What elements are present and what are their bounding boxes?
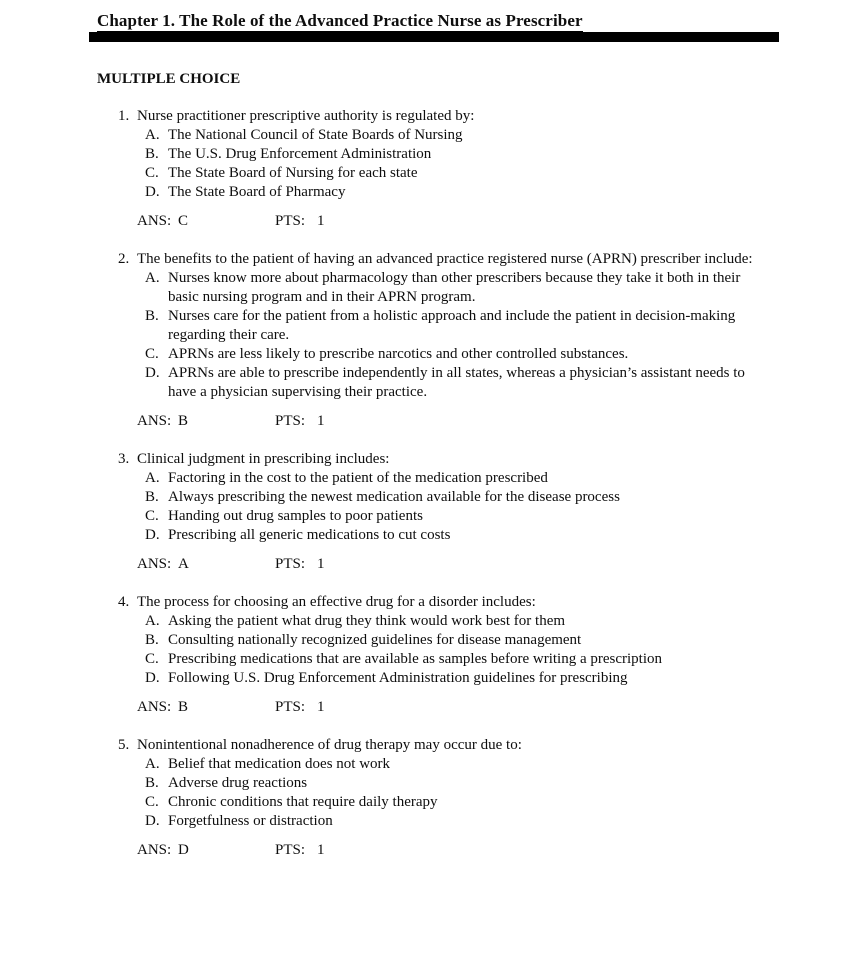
question-stem: The benefits to the patient of having an advanced practice registered nurse (APRN) prescriber include: [137, 251, 753, 267]
answer-row [137, 841, 775, 860]
answer-label: ANS: [137, 213, 172, 229]
option-text: Adverse drug reactions [168, 775, 308, 791]
answer-value: D [178, 842, 189, 858]
options-list [137, 469, 775, 545]
option-row [137, 507, 775, 526]
points-label: PTS: [275, 413, 306, 429]
question-row [110, 450, 845, 574]
answer-value: A [178, 556, 189, 572]
option-row [137, 126, 775, 145]
option-letter: D. [145, 184, 160, 200]
option-row [137, 164, 775, 183]
question-row [110, 593, 845, 717]
question-body [137, 107, 775, 231]
question-block [110, 736, 845, 860]
points-value: 1 [317, 556, 325, 572]
option-text: Chronic conditions that require daily therapy [168, 794, 438, 810]
option-row [137, 469, 775, 488]
answer-label: ANS: [137, 556, 172, 572]
points-value: 1 [317, 213, 325, 229]
answer-row [137, 555, 775, 574]
answer-label: ANS: [137, 413, 172, 429]
option-row [137, 669, 775, 688]
points-value: 1 [317, 699, 325, 715]
option-row [137, 269, 775, 307]
option-row [137, 755, 775, 774]
option-row [137, 631, 775, 650]
option-text: APRNs are less likely to prescribe narcotics and other controlled substances. [168, 346, 629, 362]
question-body [137, 450, 775, 574]
question-body [137, 250, 775, 431]
option-letter: B. [145, 632, 159, 648]
option-row [137, 307, 775, 345]
options-list [137, 126, 775, 202]
option-text: Factoring in the cost to the patient of the medication prescribed [168, 470, 548, 486]
option-letter: A. [145, 756, 160, 772]
option-letter: C. [145, 346, 159, 362]
answer-label: ANS: [137, 699, 172, 715]
option-letter: A. [145, 613, 160, 629]
option-letter: A. [145, 270, 160, 286]
option-row [137, 793, 775, 812]
points-label: PTS: [275, 213, 306, 229]
answer-row [137, 212, 775, 231]
question-block [110, 107, 845, 231]
option-text: Nurses care for the patient from a holistic approach and include the patient in decision-making regarding their care. [168, 308, 736, 343]
answer-row [137, 698, 775, 717]
option-row [137, 612, 775, 631]
points-value: 1 [317, 413, 325, 429]
question-stem: Nonintentional nonadherence of drug therapy may occur due to: [137, 737, 522, 753]
option-row [137, 183, 775, 202]
option-text: Prescribing all generic medications to cut costs [168, 527, 451, 543]
points-label: PTS: [275, 556, 306, 572]
answer-label: ANS: [137, 842, 172, 858]
questions-list [0, 107, 845, 860]
options-list [137, 269, 775, 402]
option-text: Following U.S. Drug Enforcement Administration guidelines for prescribing [168, 670, 628, 686]
option-text: The State Board of Pharmacy [168, 184, 346, 200]
option-text: Prescribing medications that are available as samples before writing a prescription [168, 651, 662, 667]
question-number: 3. [118, 451, 130, 467]
question-body [137, 593, 775, 717]
answer-value: B [178, 413, 189, 429]
question-stem: Clinical judgment in prescribing includes: [137, 451, 390, 467]
option-letter: D. [145, 365, 160, 381]
option-letter: C. [145, 651, 159, 667]
option-letter: D. [145, 813, 160, 829]
options-list [137, 755, 775, 831]
question-number: 4. [118, 594, 130, 610]
option-text: Asking the patient what drug they think would work best for them [168, 613, 566, 629]
chapter-title-text: Chapter 1. The Role of the Advanced Practice Nurse as Prescriber [97, 11, 583, 33]
question-number: 2. [118, 251, 130, 267]
question-block [110, 250, 845, 431]
answer-value: B [178, 699, 189, 715]
question-number: 5. [118, 737, 130, 753]
options-list [137, 612, 775, 688]
option-row [137, 488, 775, 507]
answer-value: C [178, 213, 189, 229]
option-row [137, 145, 775, 164]
option-letter: D. [145, 527, 160, 543]
option-letter: A. [145, 127, 160, 143]
option-text: Always prescribing the newest medication available for the disease process [168, 489, 620, 505]
option-row [137, 812, 775, 831]
question-block [110, 450, 845, 574]
option-text: Forgetfulness or distraction [168, 813, 333, 829]
points-label: PTS: [275, 699, 306, 715]
chapter-title [97, 12, 845, 30]
option-letter: D. [145, 670, 160, 686]
option-text: Nurses know more about pharmacology than other prescribers because they take it both in their basic nursing program and in their APRN program. [168, 270, 741, 305]
section-heading: MULTIPLE CHOICE [97, 71, 241, 87]
option-text: Consulting nationally recognized guidelines for disease management [168, 632, 582, 648]
option-text: Belief that medication does not work [168, 756, 391, 772]
option-letter: B. [145, 775, 159, 791]
option-letter: C. [145, 508, 159, 524]
title-divider-bar [89, 32, 779, 42]
answer-row [137, 412, 775, 431]
question-row [110, 736, 845, 860]
option-text: Handing out drug samples to poor patients [168, 508, 423, 524]
question-number: 1. [118, 108, 130, 124]
option-letter: B. [145, 489, 159, 505]
option-text: The U.S. Drug Enforcement Administration [168, 146, 432, 162]
option-letter: B. [145, 146, 159, 162]
question-block [110, 593, 845, 717]
points-label: PTS: [275, 842, 306, 858]
points-value: 1 [317, 842, 325, 858]
question-row [110, 250, 845, 431]
question-body [137, 736, 775, 860]
option-row [137, 650, 775, 669]
option-row [137, 345, 775, 364]
option-text: The State Board of Nursing for each state [168, 165, 418, 181]
question-stem: Nurse practitioner prescriptive authority is regulated by: [137, 108, 475, 124]
option-row [137, 364, 775, 402]
option-letter: B. [145, 308, 159, 324]
document-header [0, 12, 845, 30]
option-letter: C. [145, 165, 159, 181]
option-letter: A. [145, 470, 160, 486]
option-row [137, 774, 775, 793]
option-letter: C. [145, 794, 159, 810]
question-stem: The process for choosing an effective drug for a disorder includes: [137, 594, 536, 610]
option-text: APRNs are able to prescribe independently in all states, whereas a physician’s assistant needs to have a physician supervising their practice. [168, 365, 745, 400]
option-row [137, 526, 775, 545]
option-text: The National Council of State Boards of Nursing [168, 127, 463, 143]
question-row [110, 107, 845, 231]
